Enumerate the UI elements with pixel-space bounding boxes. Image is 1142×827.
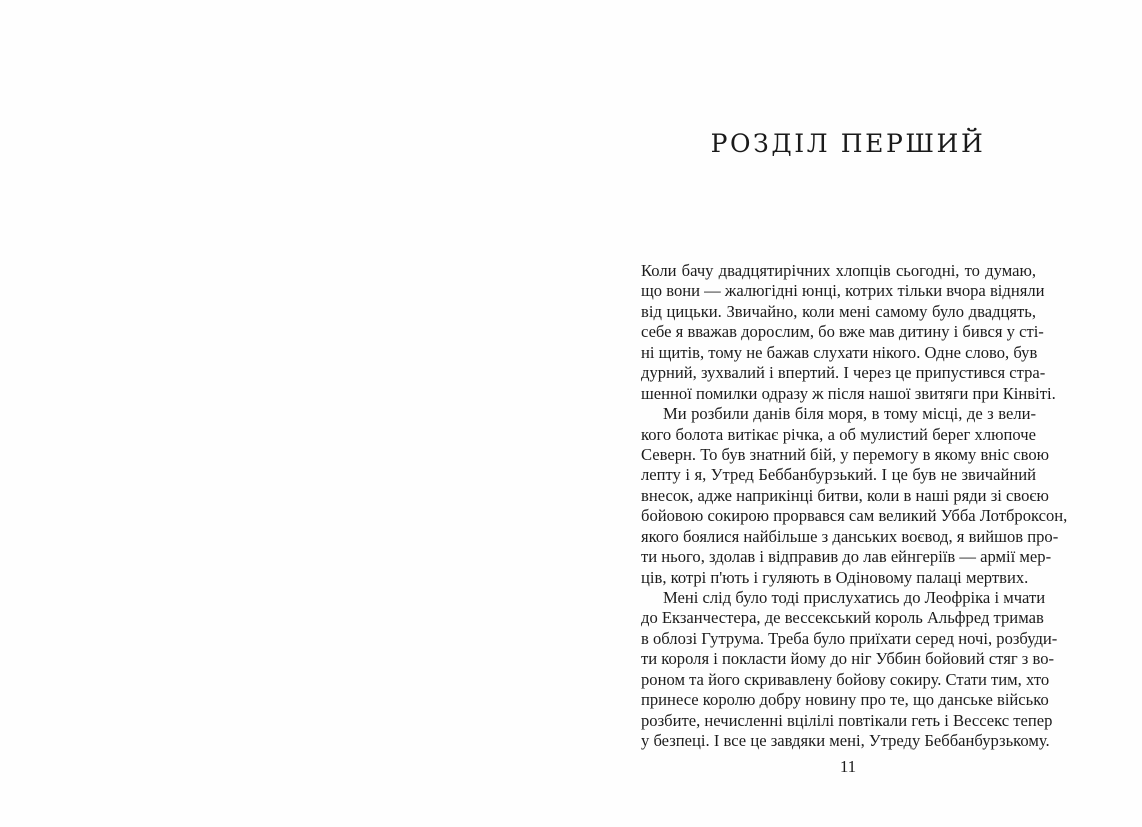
text-line: бойовою сокирою прорвався сам великий Убба Лотброксон, xyxy=(641,506,1068,526)
text-line: ців, котрі п'ють і гуляють в Одіновому палаці мертвих. xyxy=(641,567,1029,587)
text-line: розбите, нечисленні вцілілі повтікали геть і Вессекс тепер xyxy=(641,710,1053,730)
text-line: внесок, адже наприкінці битви, коли в наші ряди зі своєю xyxy=(641,485,1049,505)
chapter-body-text xyxy=(641,261,1068,752)
text-line: дурний, зухвалий і впертий. І через це припустився стра- xyxy=(641,363,1046,383)
text-line: лепту і я, Утред Беббанбурзький. І це був не звичайний xyxy=(641,465,1036,485)
text-line: Ми розбили данів біля моря, в тому місці, де з вели- xyxy=(663,404,1036,424)
text-line: у безпеці. І все це завдяки мені, Утреду Беббанбурзькому. xyxy=(641,731,1050,751)
text-line: в облозі Гутрума. Треба було приїхати серед ночі, розбуди- xyxy=(641,628,1058,648)
text-line: ти нього, здолав і відправив до лав ейнгеріїв — армії мер- xyxy=(641,547,1052,567)
text-line: Мені слід було тоді прислухатись до Леофріка і мчати xyxy=(663,588,1046,607)
chapter-title: РОЗДІЛ ПЕРШИЙ xyxy=(710,129,986,158)
text-line: Коли бачу двадцятирічних хлопців сьогодні, то думаю, xyxy=(641,261,1036,280)
text-line: якого боялися найбільше з данських воєвод, я вийшов про- xyxy=(641,526,1059,546)
text-line: шенної помилки одразу ж після нашої звитяги при Кінвіті. xyxy=(641,383,1056,403)
page-number: 11 xyxy=(839,757,857,776)
text-line: ні щитів, тому не бажав слухати нікого. Одне слово, був xyxy=(641,342,1038,362)
text-line: до Екзанчестера, де вессекський король Альфред тримав xyxy=(641,608,1044,628)
text-line: роном та його скривавлену бойову сокиру. Стати тим, хто xyxy=(641,669,1050,689)
text-line: себе я вважав дорослим, бо вже мав дитину і бився у сті- xyxy=(641,322,1044,342)
text-line: від цицьки. Звичайно, коли мені самому було двадцять, xyxy=(641,301,1036,321)
text-line: що вони — жалюгідні юнці, котрих тільки вчора відняли xyxy=(641,281,1045,301)
text-line: кого болота витікає річка, а об мулистий берег хлюпоче xyxy=(641,424,1036,444)
text-line: принесе королю добру новину про те, що данське військо xyxy=(641,690,1049,710)
text-line: Северн. То був знатний бій, у перемогу в якому вніс свою xyxy=(641,444,1050,464)
text-line: ти короля і покласти йому до ніг Уббин бойовий стяг з во- xyxy=(641,649,1055,669)
